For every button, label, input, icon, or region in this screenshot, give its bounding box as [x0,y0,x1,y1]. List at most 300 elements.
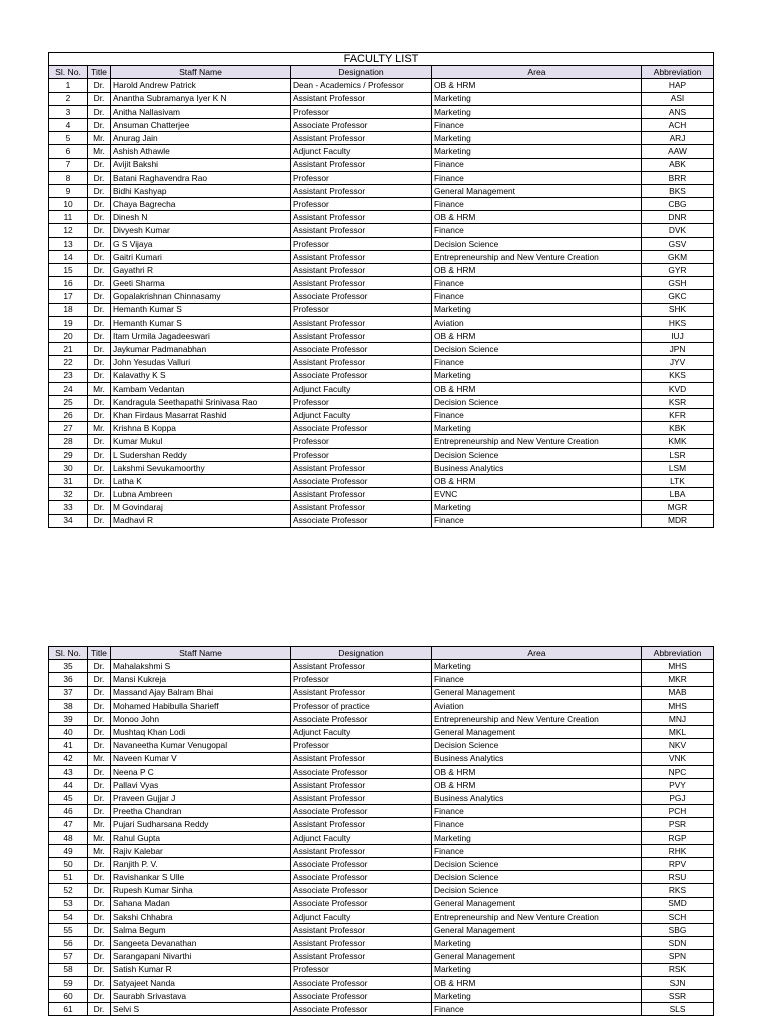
cell-title: Dr. [88,976,111,989]
cell-abbreviation: SMD [642,897,714,910]
cell-sl-no: 8 [49,171,88,184]
cell-designation: Associate Professor [291,290,432,303]
cell-sl-no: 43 [49,765,88,778]
cell-abbreviation: MNJ [642,712,714,725]
cell-sl-no: 36 [49,673,88,686]
cell-designation: Assistant Professor [291,264,432,277]
cell-abbreviation: MKR [642,673,714,686]
cell-title: Dr. [88,805,111,818]
cell-staff-name: Krishna B Koppa [111,422,291,435]
cell-staff-name: Neena P C [111,765,291,778]
table-row [49,158,714,171]
table-row [49,145,714,158]
cell-staff-name: Ashish Athawle [111,145,291,158]
table-row [49,184,714,197]
cell-title: Dr. [88,316,111,329]
cell-designation: Assistant Professor [291,329,432,342]
table-row [49,963,714,976]
cell-title: Dr. [88,871,111,884]
cell-staff-name: G S Vijaya [111,237,291,250]
page-title: FACULTY LIST [49,53,714,66]
cell-staff-name: Avijit Bakshi [111,158,291,171]
cell-staff-name: Gayathri R [111,264,291,277]
table-row [49,448,714,461]
table-row [49,316,714,329]
cell-sl-no: 50 [49,858,88,871]
cell-area: Marketing [432,422,642,435]
cell-title: Dr. [88,937,111,950]
cell-designation: Assistant Professor [291,778,432,791]
table-row [49,369,714,382]
cell-area: Marketing [432,369,642,382]
cell-title: Dr. [88,726,111,739]
cell-abbreviation: LSM [642,461,714,474]
cell-title: Dr. [88,1003,111,1016]
cell-sl-no: 52 [49,884,88,897]
cell-abbreviation: MKL [642,726,714,739]
cell-area: OB & HRM [432,382,642,395]
cell-abbreviation: HKS [642,316,714,329]
cell-staff-name: Gopalakrishnan Chinnasamy [111,290,291,303]
cell-area: General Management [432,950,642,963]
table-row [49,1003,714,1016]
table-row [49,844,714,857]
cell-abbreviation: PVY [642,778,714,791]
cell-designation: Adjunct Faculty [291,831,432,844]
cell-title: Dr. [88,118,111,131]
cell-designation: Associate Professor [291,712,432,725]
cell-area: General Management [432,686,642,699]
cell-sl-no: 57 [49,950,88,963]
cell-abbreviation: PGJ [642,792,714,805]
cell-designation: Professor [291,963,432,976]
cell-area: Business Analytics [432,752,642,765]
cell-area: Entrepreneurship and New Venture Creation [432,435,642,448]
cell-title: Dr. [88,739,111,752]
cell-abbreviation: CBG [642,198,714,211]
cell-designation: Associate Professor [291,369,432,382]
faculty-table-1 [48,52,714,528]
cell-sl-no: 32 [49,488,88,501]
table-row [49,224,714,237]
cell-designation: Assistant Professor [291,660,432,673]
cell-title: Dr. [88,884,111,897]
cell-designation: Associate Professor [291,343,432,356]
cell-title: Dr. [88,448,111,461]
cell-staff-name: Sangeeta Devanathan [111,937,291,950]
cell-abbreviation: RSK [642,963,714,976]
cell-designation: Associate Professor [291,858,432,871]
cell-sl-no: 56 [49,937,88,950]
cell-designation: Assistant Professor [291,818,432,831]
table-row [49,488,714,501]
cell-title: Dr. [88,105,111,118]
cell-area: OB & HRM [432,475,642,488]
cell-abbreviation: MHS [642,699,714,712]
cell-title: Dr. [88,765,111,778]
cell-designation: Professor [291,435,432,448]
cell-designation: Assistant Professor [291,792,432,805]
cell-sl-no: 7 [49,158,88,171]
cell-abbreviation: IUJ [642,329,714,342]
table-row [49,739,714,752]
cell-staff-name: Batani Raghavendra Rao [111,171,291,184]
table-row [49,686,714,699]
cell-title: Dr. [88,224,111,237]
table-row [49,277,714,290]
table-row [49,976,714,989]
cell-designation: Associate Professor [291,976,432,989]
cell-abbreviation: MHS [642,660,714,673]
cell-area: Finance [432,1003,642,1016]
table-row [49,726,714,739]
cell-sl-no: 26 [49,409,88,422]
cell-designation: Professor [291,739,432,752]
cell-designation: Assistant Professor [291,184,432,197]
cell-staff-name: Rahul Gupta [111,831,291,844]
cell-title: Mr. [88,844,111,857]
cell-abbreviation: NPC [642,765,714,778]
cell-designation: Assistant Professor [291,461,432,474]
cell-title: Dr. [88,461,111,474]
cell-staff-name: Ravishankar S Ulle [111,871,291,884]
cell-designation: Assistant Professor [291,844,432,857]
cell-abbreviation: RSU [642,871,714,884]
table-row [49,356,714,369]
cell-area: General Management [432,184,642,197]
table-row [49,792,714,805]
cell-title: Dr. [88,277,111,290]
cell-area: Marketing [432,831,642,844]
cell-staff-name: Hemanth Kumar S [111,316,291,329]
table-row [49,237,714,250]
cell-staff-name: Satyajeet Nanda [111,976,291,989]
cell-abbreviation: DNR [642,211,714,224]
cell-sl-no: 3 [49,105,88,118]
cell-sl-no: 55 [49,923,88,936]
table-row [49,382,714,395]
table-row [49,329,714,342]
cell-sl-no: 10 [49,198,88,211]
cell-area: OB & HRM [432,329,642,342]
table-row [49,264,714,277]
cell-designation: Assistant Professor [291,211,432,224]
cell-title: Mr. [88,818,111,831]
cell-area: Entrepreneurship and New Venture Creation [432,250,642,263]
cell-staff-name: Hemanth Kumar S [111,303,291,316]
cell-area: Entrepreneurship and New Venture Creation [432,712,642,725]
cell-sl-no: 2 [49,92,88,105]
cell-abbreviation: KMK [642,435,714,448]
cell-title: Dr. [88,250,111,263]
cell-designation: Associate Professor [291,422,432,435]
cell-staff-name: Lakshmi Sevukamoorthy [111,461,291,474]
cell-title: Dr. [88,792,111,805]
cell-designation: Associate Professor [291,989,432,1002]
cell-area: EVNC [432,488,642,501]
cell-area: OB & HRM [432,211,642,224]
cell-abbreviation: KVD [642,382,714,395]
cell-sl-no: 27 [49,422,88,435]
cell-staff-name: Kalavathy K S [111,369,291,382]
table-row [49,673,714,686]
cell-title: Dr. [88,514,111,527]
table-row [49,92,714,105]
table-row [49,79,714,92]
cell-area: Marketing [432,937,642,950]
cell-abbreviation: SLS [642,1003,714,1016]
cell-designation: Associate Professor [291,514,432,527]
cell-designation: Professor [291,105,432,118]
cell-staff-name: Pujari Sudharsana Reddy [111,818,291,831]
cell-title: Dr. [88,158,111,171]
cell-staff-name: Anitha Nallasivam [111,105,291,118]
cell-designation: Assistant Professor [291,356,432,369]
cell-title: Dr. [88,264,111,277]
cell-abbreviation: VNK [642,752,714,765]
cell-abbreviation: RKS [642,884,714,897]
table-row [49,211,714,224]
cell-area: OB & HRM [432,765,642,778]
cell-sl-no: 25 [49,395,88,408]
cell-area: Marketing [432,145,642,158]
cell-abbreviation: SHK [642,303,714,316]
cell-sl-no: 17 [49,290,88,303]
cell-area: Finance [432,224,642,237]
header-staff-name: Staff Name [111,66,291,79]
header-title: Title [88,66,111,79]
table-row [49,950,714,963]
cell-sl-no: 53 [49,897,88,910]
cell-sl-no: 12 [49,224,88,237]
cell-staff-name: Madhavi R [111,514,291,527]
cell-designation: Associate Professor [291,118,432,131]
header-title: Title [88,647,111,660]
cell-abbreviation: JYV [642,356,714,369]
cell-designation: Professor [291,198,432,211]
cell-sl-no: 44 [49,778,88,791]
cell-staff-name: Anurag Jain [111,132,291,145]
cell-sl-no: 46 [49,805,88,818]
cell-title: Dr. [88,303,111,316]
cell-abbreviation: MDR [642,514,714,527]
cell-abbreviation: SBG [642,923,714,936]
table-row [49,923,714,936]
cell-title: Dr. [88,290,111,303]
faculty-table-2 [48,646,714,1016]
cell-abbreviation: HAP [642,79,714,92]
cell-area: Finance [432,818,642,831]
table-row [49,712,714,725]
cell-title: Dr. [88,989,111,1002]
cell-title: Mr. [88,145,111,158]
cell-title: Dr. [88,369,111,382]
cell-abbreviation: PSR [642,818,714,831]
table-header-row [49,647,714,660]
cell-sl-no: 15 [49,264,88,277]
cell-title: Dr. [88,501,111,514]
table-row [49,198,714,211]
cell-area: Decision Science [432,395,642,408]
cell-staff-name: Sarangapani Nivarthi [111,950,291,963]
cell-title: Dr. [88,712,111,725]
cell-sl-no: 40 [49,726,88,739]
cell-title: Dr. [88,858,111,871]
cell-area: Finance [432,673,642,686]
cell-abbreviation: ABK [642,158,714,171]
cell-title: Dr. [88,211,111,224]
cell-designation: Adjunct Faculty [291,726,432,739]
cell-abbreviation: GSV [642,237,714,250]
cell-staff-name: Kumar Mukul [111,435,291,448]
cell-sl-no: 58 [49,963,88,976]
cell-area: Entrepreneurship and New Venture Creation [432,910,642,923]
cell-sl-no: 33 [49,501,88,514]
cell-title: Dr. [88,475,111,488]
cell-sl-no: 1 [49,79,88,92]
cell-sl-no: 45 [49,792,88,805]
cell-staff-name: Gaitri Kumari [111,250,291,263]
cell-designation: Adjunct Faculty [291,910,432,923]
table-row [49,290,714,303]
table-row [49,660,714,673]
cell-staff-name: L Sudershan Reddy [111,448,291,461]
header-sl-no: Sl. No. [49,66,88,79]
cell-sl-no: 51 [49,871,88,884]
table-row [49,752,714,765]
cell-staff-name: Monoo John [111,712,291,725]
table-row [49,858,714,871]
cell-abbreviation: SSR [642,989,714,1002]
cell-title: Dr. [88,356,111,369]
cell-sl-no: 37 [49,686,88,699]
cell-sl-no: 59 [49,976,88,989]
cell-designation: Associate Professor [291,897,432,910]
cell-staff-name: Sahana Madan [111,897,291,910]
cell-sl-no: 14 [49,250,88,263]
cell-staff-name: Mushtaq Khan Lodi [111,726,291,739]
cell-title: Dr. [88,660,111,673]
cell-designation: Assistant Professor [291,316,432,329]
cell-designation: Associate Professor [291,884,432,897]
cell-staff-name: Lubna Ambreen [111,488,291,501]
cell-area: OB & HRM [432,778,642,791]
cell-sl-no: 48 [49,831,88,844]
cell-abbreviation: DVK [642,224,714,237]
cell-sl-no: 61 [49,1003,88,1016]
cell-area: Finance [432,514,642,527]
table-2-body [49,660,714,1016]
cell-abbreviation: KFR [642,409,714,422]
table-row [49,475,714,488]
cell-sl-no: 28 [49,435,88,448]
cell-title: Dr. [88,910,111,923]
cell-title: Mr. [88,422,111,435]
cell-designation: Assistant Professor [291,250,432,263]
header-abbreviation: Abbreviation [642,66,714,79]
cell-sl-no: 23 [49,369,88,382]
table-row [49,514,714,527]
cell-designation: Professor [291,673,432,686]
cell-sl-no: 31 [49,475,88,488]
cell-staff-name: Divyesh Kumar [111,224,291,237]
cell-abbreviation: SJN [642,976,714,989]
cell-area: Decision Science [432,871,642,884]
cell-area: Finance [432,198,642,211]
cell-designation: Associate Professor [291,475,432,488]
table-row [49,303,714,316]
cell-sl-no: 21 [49,343,88,356]
cell-designation: Adjunct Faculty [291,145,432,158]
table-row [49,132,714,145]
cell-sl-no: 42 [49,752,88,765]
cell-area: Decision Science [432,237,642,250]
cell-abbreviation: ACH [642,118,714,131]
cell-area: Finance [432,290,642,303]
table-title-row [49,53,714,66]
cell-area: General Management [432,897,642,910]
cell-sl-no: 34 [49,514,88,527]
cell-abbreviation: GSH [642,277,714,290]
table-row [49,250,714,263]
table-row [49,105,714,118]
cell-title: Dr. [88,950,111,963]
cell-staff-name: Chaya Bagrecha [111,198,291,211]
cell-staff-name: Jaykumar Padmanabhan [111,343,291,356]
table-row [49,884,714,897]
cell-abbreviation: SDN [642,937,714,950]
cell-designation: Assistant Professor [291,950,432,963]
cell-sl-no: 22 [49,356,88,369]
cell-title: Dr. [88,488,111,501]
cell-abbreviation: NKV [642,739,714,752]
cell-abbreviation: KSR [642,395,714,408]
cell-title: Mr. [88,752,111,765]
cell-area: OB & HRM [432,79,642,92]
table-row [49,118,714,131]
header-abbreviation: Abbreviation [642,647,714,660]
cell-staff-name: Praveen Gujjar J [111,792,291,805]
cell-staff-name: Kambam Vedantan [111,382,291,395]
cell-staff-name: Mahalakshmi S [111,660,291,673]
cell-staff-name: M Govindaraj [111,501,291,514]
cell-designation: Assistant Professor [291,158,432,171]
table-row [49,989,714,1002]
cell-designation: Professor [291,303,432,316]
cell-title: Dr. [88,409,111,422]
cell-area: Marketing [432,989,642,1002]
cell-designation: Associate Professor [291,1003,432,1016]
cell-area: General Management [432,726,642,739]
table-row [49,765,714,778]
cell-area: Marketing [432,501,642,514]
cell-title: Dr. [88,343,111,356]
cell-title: Dr. [88,699,111,712]
cell-title: Dr. [88,897,111,910]
cell-abbreviation: ANS [642,105,714,118]
cell-staff-name: Mohamed Habibulla Sharieff [111,699,291,712]
cell-designation: Dean - Academics / Professor [291,79,432,92]
cell-title: Mr. [88,382,111,395]
cell-title: Dr. [88,171,111,184]
cell-abbreviation: SPN [642,950,714,963]
cell-designation: Professor [291,395,432,408]
header-designation: Designation [291,647,432,660]
cell-title: Dr. [88,329,111,342]
cell-designation: Professor [291,448,432,461]
cell-sl-no: 9 [49,184,88,197]
cell-abbreviation: KBK [642,422,714,435]
